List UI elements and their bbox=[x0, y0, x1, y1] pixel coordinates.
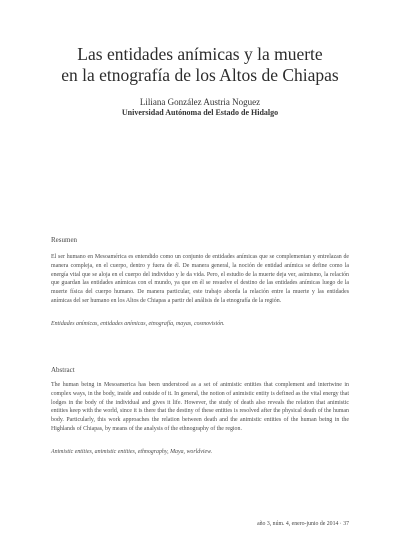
title-line-1: Las entidades anímicas y la muerte bbox=[77, 44, 323, 64]
page-footer: año 3, núm. 4, enero-junio de 2014 · 37 bbox=[257, 521, 349, 527]
abstract-body: The human being in Mesoamerica has been understood as a set of animistic entities that complement and intertwine in complex ways, in the body, inside and outside of it. In general, the notion of animistic entity is defined as the vital energy that lodges in the body of the individual and gives it life. However, the study of death also reveals the relation that animistic entities keep with the world, since it is there that the destiny of these entities is resolved after the physical death of the human body. Particularly, this work approaches the relation between death and the animistic entities of the human being in the Highlands of Chiapas, by means of the analysis of the ethnography of the region. bbox=[51, 382, 349, 432]
author-affiliation: Universidad Autónoma del Estado de Hidalgo bbox=[121, 108, 279, 117]
abstract-heading: Abstract bbox=[51, 366, 75, 374]
title-line-2: en la etnografía de los Altos de Chiapas bbox=[61, 65, 339, 85]
resumen-keywords: Entidades anímicas, entidades anímicas, etnografía, mayas, cosmovisión. bbox=[51, 321, 225, 327]
author-name: Liliana González Austria Noguez bbox=[139, 97, 261, 107]
resumen-body: El ser humano en Mesoamérica es entendido como un conjunto de entidades anímicas que se complementan y entrelazan de manera compleja, en el cuerpo, dentro y fuera de él. De manera general, la noción de entidad anímica se define como la energía vital que se aloja en el cuerpo del individuo y le da vida. Pero, el estudio de la muerte deja ver, asimismo, la relación que guardan las entidades anímicas con el mundo, ya que en él se resuelve el destino de las entidades anímicas luego de la muerte física del cuerpo humano. De manera particular, este trabajo aborda la relación entre la muerte y las entidades anímicas del ser humano en los Altos de Chiapas a partir del análisis de la etnografía de la región. bbox=[51, 254, 349, 304]
article-title bbox=[30, 44, 370, 86]
author-block bbox=[30, 97, 370, 118]
resumen-heading: Resumen bbox=[51, 236, 78, 244]
abstract-keywords: Animistic entities, animistic entities, ethnography, Maya, worldview. bbox=[51, 449, 213, 455]
